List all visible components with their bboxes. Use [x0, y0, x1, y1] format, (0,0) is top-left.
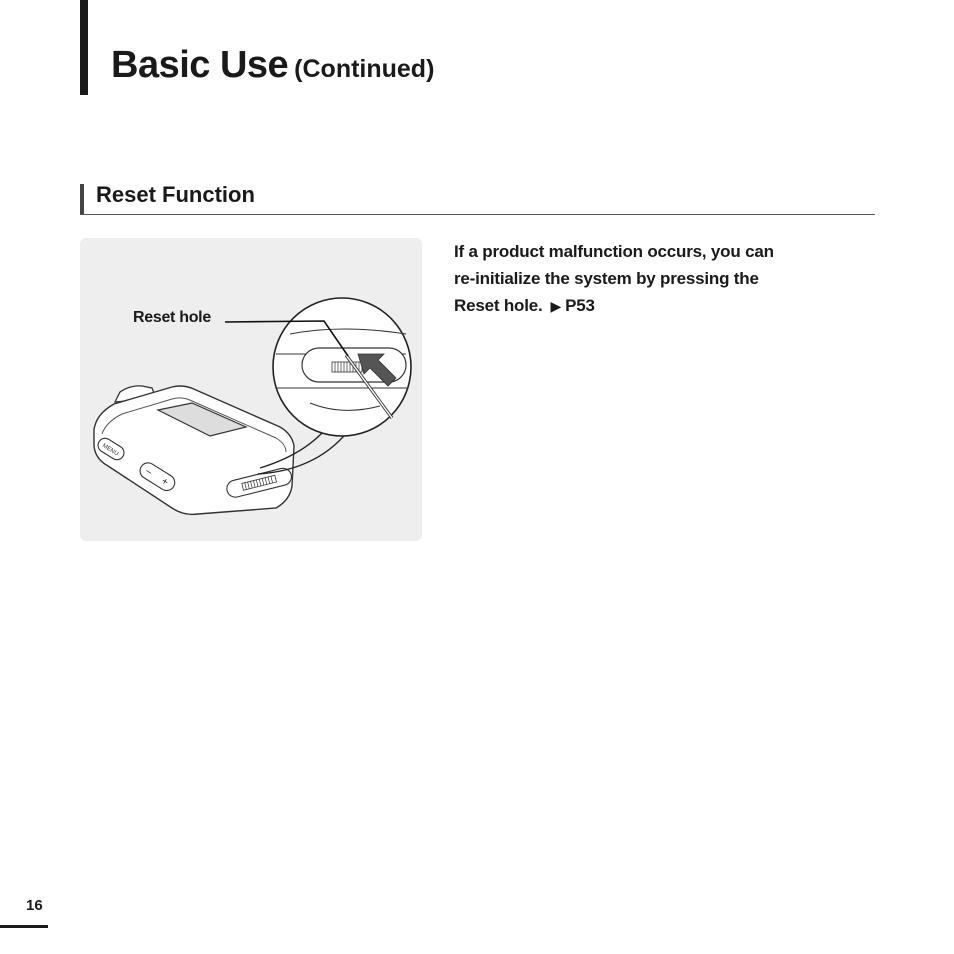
- menu-button-label: MENU: [101, 443, 120, 458]
- page-title: [111, 46, 434, 84]
- page-reference-arrow-icon: ▶: [550, 298, 562, 314]
- page-number: 16: [26, 897, 43, 914]
- page-title-main: Basic Use: [111, 44, 289, 86]
- page-title-continued: (Continued): [294, 55, 435, 83]
- page-number-rule: [0, 925, 48, 928]
- section-divider: [80, 214, 875, 215]
- section-accent-bar: [80, 184, 84, 214]
- page-reference-link[interactable]: P53: [565, 296, 595, 315]
- device-drawing: [80, 238, 422, 541]
- instruction-line-3: [454, 292, 854, 320]
- instruction-line-3-text: Reset hole.: [454, 296, 543, 315]
- instruction-text: [454, 238, 854, 320]
- reset-illustration: [80, 238, 422, 541]
- instruction-line-2: re-initialize the system by pressing the: [454, 269, 759, 288]
- section-title: Reset Function: [96, 182, 255, 207]
- volume-minus: –: [143, 465, 154, 478]
- title-accent-bar: [80, 0, 88, 95]
- reset-hole-label: Reset hole: [133, 309, 211, 326]
- volume-plus: +: [158, 475, 171, 489]
- instruction-line-1: If a product malfunction occurs, you can: [454, 242, 774, 261]
